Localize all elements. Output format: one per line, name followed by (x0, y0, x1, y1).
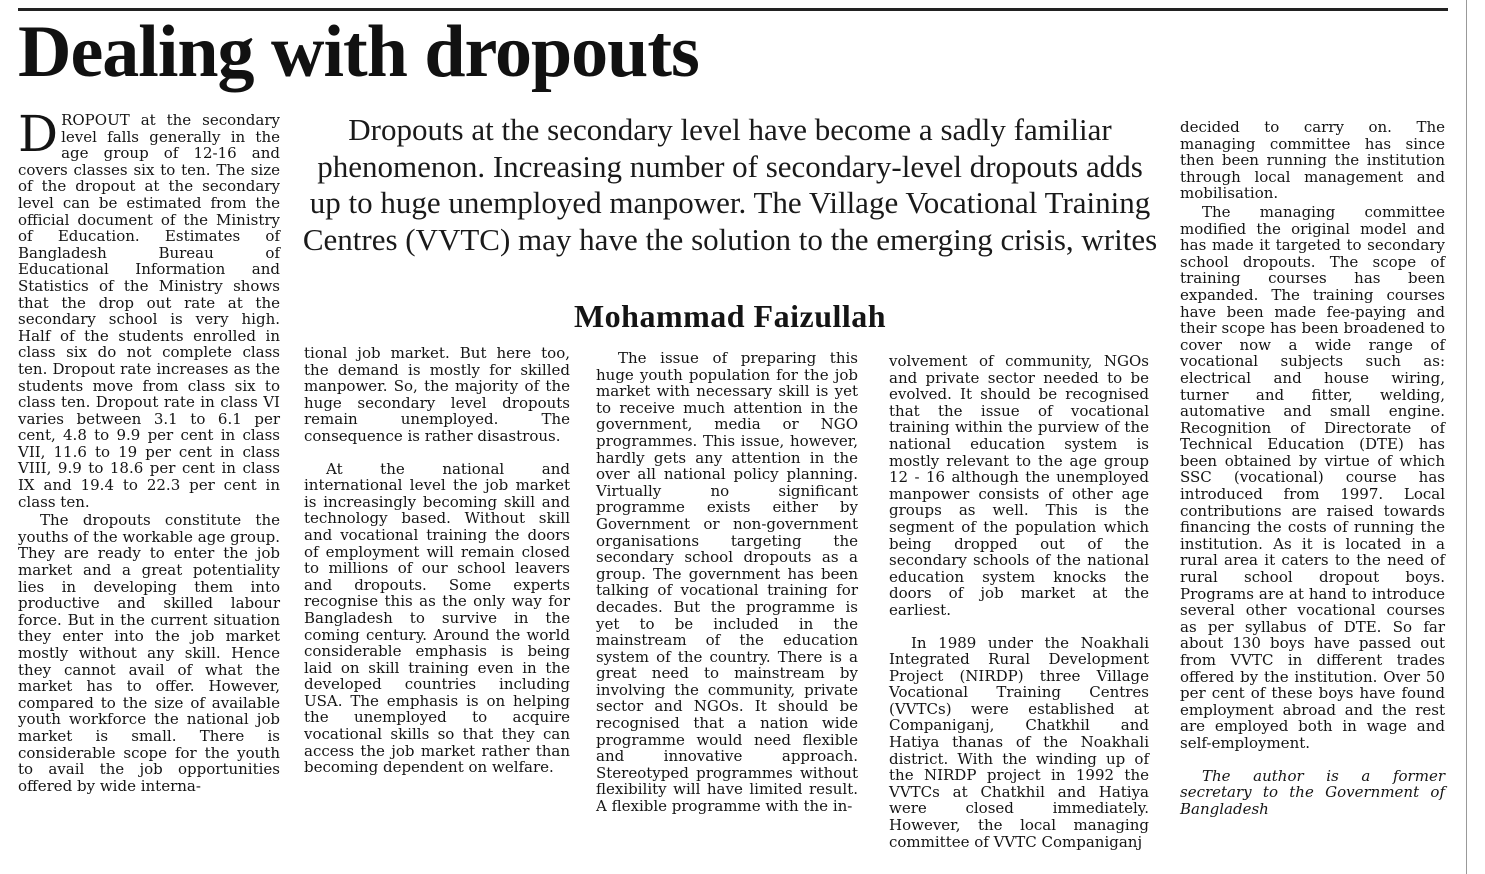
paragraph: The dropouts constitute the youths of the workable age group. They are ready to enter the job market and a great potentiality lies in developing them into productive and skilled labour force. But in the current situation they enter into the job market mostly without any skill. Hence they cannot avail of what the market has to offer. However, compared to the size of available youth workforce the national job market is small. There is considerable scope for the youth to avail the job opportunities offered by wide interna- (18, 511, 280, 795)
paragraph: decided to carry on. The managing committee has since then been running the institution through local management and mobilisation. (1180, 118, 1445, 203)
paragraph (18, 105, 280, 511)
paragraph: In 1989 under the Noakhali Integrated Rural Development Project (NIRDP) three Village Vocational Training Centres (VVTCs) were established at Companiganj, Chatkhil and Hatiya thanas of the Noakhali district. With the winding up of the NIRDP project in 1992 the VVTCs at Chatkhil and Hatiya were closed immediately. However, the local managing committee of VVTC Companiganj (889, 633, 1149, 851)
deck: Dropouts at the secondary level have become a sadly familiar phenomenon. Increasing number of secondary-level dropouts adds up to huge unemployed manpower. The Village Vocational Training Centres (VVTC) may have the solution to the emerging crisis, writes (302, 112, 1158, 257)
page-edge-line (1466, 0, 1467, 874)
drop-cap: D (18, 105, 59, 163)
paragraph: At the national and international level the job market is increasingly becoming skill and technology based. Without skill and vocational training the doors of employment will remain closed to millions of our school leavers and dropouts. Some experts recognise this as the only way for Bangladesh to survive in the coming century. Around the world considerable emphasis is being laid on skill training even in the developed countries including USA. The emphasis is on helping the unemployed to acquire vocational skills so that they can access the job market rather than becoming dependent on welfare. (304, 459, 570, 777)
author-note: The author is a former secretary to the Government of Bangladesh (1180, 766, 1445, 818)
byline: Mohammad Faizullah (573, 298, 887, 334)
paragraph: The managing committee modified the original model and has made it targeted to secondary school dropouts. The scope of training courses has been expanded. The training courses have been made fee-paying and their scope has been broadened to cover now a wide range of vocational subjects such as: electrical and house wiring, turner and fitter, welding, automative and small engine. Recognition of Directorate of Technical Education (DTE) has been obtained by virtue of which SSC (vocational) course has introduced from 1997. Local contributions are raised towards financing the costs of running the institution. As it is located in a rural area it caters to the need of rural school dropout boys. Programs are at hand to introduce several other vocational courses as per syllabus of DTE. So far about 130 boys have passed out from VVTC in different trades offered by the institution. Over 50 per cent of these boys have found employment abroad and the rest are employed both in wage and self-employment. (1180, 202, 1445, 752)
paragraph-text: at the secondary level falls generally in the age group of 12-16 and covers classes six to ten. The size of the dropout at the secondary level can be estimated from the official document of the Ministry of Education. Estimates of Bangladesh Bureau of Educational Information and Statistics of the Ministry shows that the drop out rate at the secondary school is very high. Half of the students enrolled in class six do not complete class ten. Dropout rate increases as the students move from class six to class ten. Dropout rate in class VI varies between 3.1 to 6.1 per cent, 4.8 to 9.9 per cent in class VII, 11.6 to 19 per cent in class VIII, 9.9 to 18.6 per cent in class IX and 19.4 to 22.3 per cent in class ten. (18, 111, 280, 511)
paragraph: volvement of community, NGOs and private sector needed to be evolved. It should be recognised that the issue of vocational training within the purview of the national education system is mostly relevant to the age group 12 - 16 although the unemployed manpower consists of other age groups as well. This is the segment of the population which being dropped out of the secondary schools of the national education system knocks the doors of job market at the earliest. (889, 352, 1149, 619)
lead-caps: ROPOUT (61, 111, 130, 129)
column-1 (18, 105, 280, 795)
column-3 (596, 350, 858, 815)
paragraph: tional job market. But here too, the demand is mostly for skilled manpower. So, the majority of the huge secondary level dropouts remain unemployed. The consequence is rather disastrous. (304, 344, 570, 445)
paragraph: The issue of preparing this huge youth population for the job market with necessary skill is yet to receive much attention in the government, media or NGO programmes. This issue, however, hardly gets any attention in the over all national policy planning. Virtually no significant programme exists either by Government or non-government organisations targeting the secondary school dropouts as a group. The government has been talking of vocational training for decades. But the programme is yet to be included in the mainstream of the education system of the country. There is a great need to mainstream by involving the community, private sector and NGOs. It should be recognised that a nation wide programme would need flexible and innovative approach. Stereotyped programmes without flexibility will have limited result. A flexible programme with the in- (596, 349, 858, 816)
headline: Dealing with dropouts (18, 11, 699, 93)
column-4 (889, 353, 1149, 850)
column-2 (304, 345, 570, 776)
column-5 (1180, 119, 1445, 817)
